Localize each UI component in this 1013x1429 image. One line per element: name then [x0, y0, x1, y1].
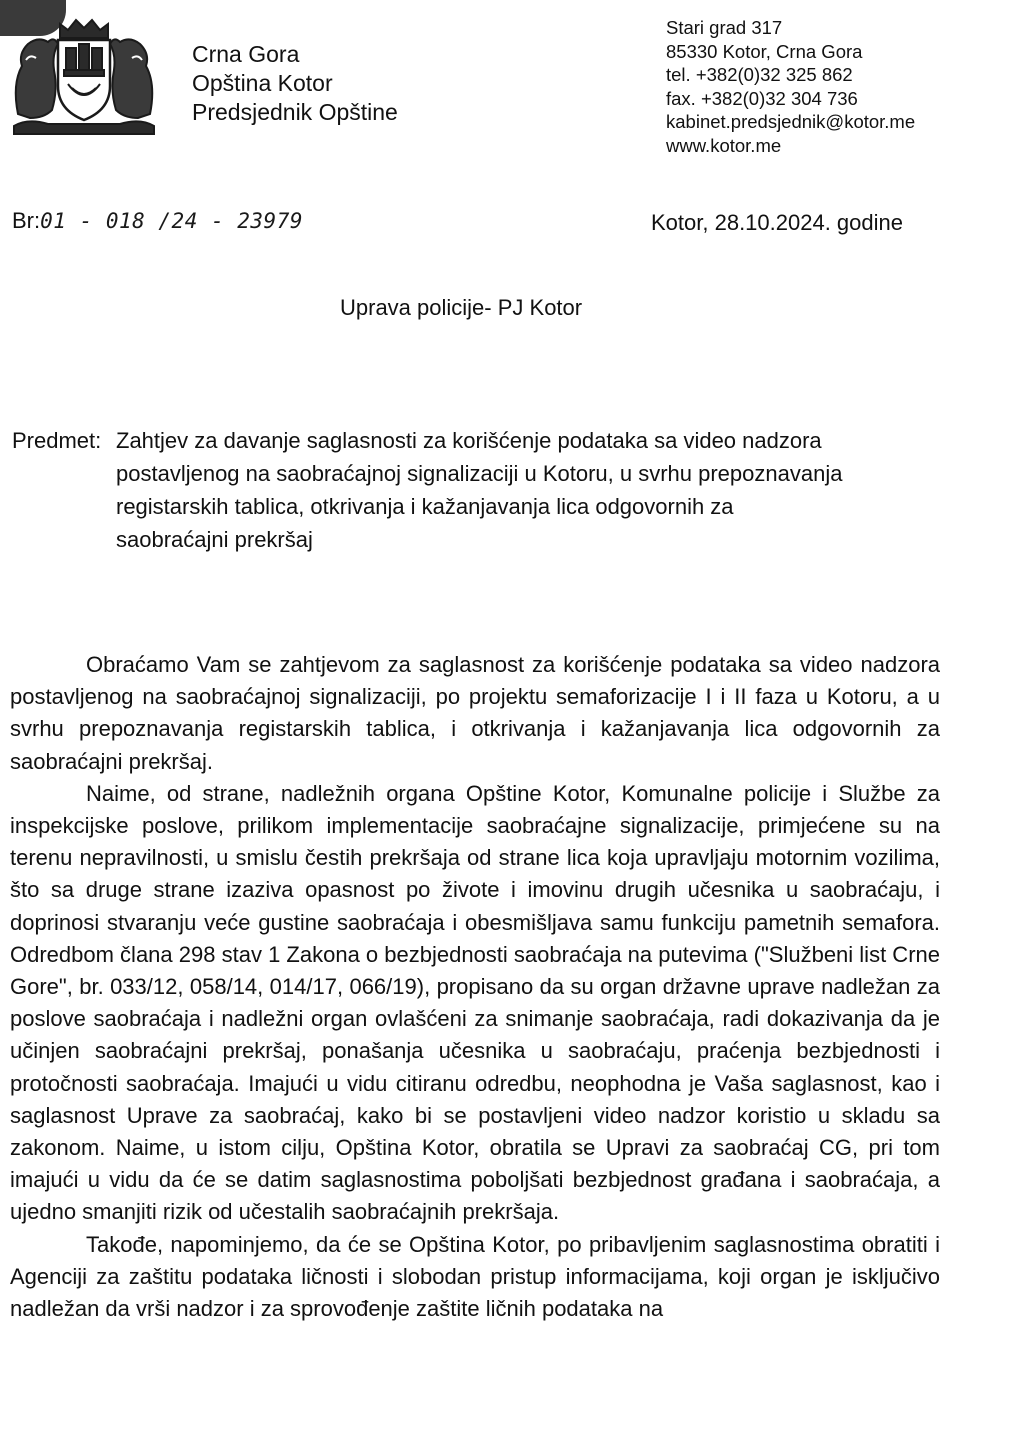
subject-label: Predmet: — [12, 428, 102, 453]
body-paragraph: Obraćamo Vam se zahtjevom za saglasnost za korišćenje podataka sa video nadzora postavljenog na saobraćajnoj signalizaciji, po projektu semaforizacije I i II faza u Kotoru, a u svrhu prepoznavanja registarskih tablica, i otkrivanja i kažanjavanja lica odgovornih za saobraćajni prekršaj. — [10, 652, 940, 774]
subject-line: saobraćajni prekršaj — [116, 527, 313, 552]
letter-date: Kotor, 28.10.2024. godine — [651, 210, 903, 235]
letter-body — [10, 649, 940, 1325]
contact-block — [666, 16, 915, 158]
org-office: Predsjednik Opštine — [192, 99, 398, 125]
contact-email: kabinet.predsjednik@kotor.me — [666, 111, 916, 133]
contact-website: www.kotor.me — [666, 134, 782, 156]
organization-block — [192, 40, 398, 127]
org-country: Crna Gora — [192, 41, 300, 67]
contact-phone: tel. +382(0)32 325 862 — [666, 64, 853, 86]
recipient: Uprava policije- PJ Kotor — [340, 295, 583, 320]
body-paragraph: Naime, od strane, nadležnih organa Opštine Kotor, Komunalne policije i Službe za inspekcijske poslove, prilikom implementacije saobraćajne signalizacije, primjećene su na terenu nepravilnosti, u smislu čestih prekršaja od strane lica koja upravljaju motornim vozilima, što sa druge strane izaziva opasnost po živote i imovinu drugih učesnika u saobraćaju, i doprinosi stvaranju veće gustine saobraćaja i obesmišljava samu funkciju pametnih semafora. Odredbom člana 298 stav 1 Zakona o bezbjednosti saobraćaja na putevima ("Službeni list Crne Gore", br. 033/12, 058/14, 014/17, 066/19), propisano da su organ državne uprave nadležan za poslove saobraćaja i nadležni organ ovlašćeni za snimanje saobraćaja, radi dokazivanja da je učinjen saobraćajni prekršaj, ponašanja učesnika u saobraćaju, praćenja bezbjednosti i protočnosti saobraćaja. Imajući u vidu citiranu odredbu, neophodna je Vaša saglasnost, kao i saglasnost Uprave za saobraćaj, kako bi se postavljeni video nadzor koristio u skladu sa zakonom. Naime, u istom cilju, Opština Kotor, obratila se Upravi za saobraćaj CG, pri tom imajući u vidu da će se datim saglasnostima poboljšati bezbjednost građana i saobraćaja, a ujedno smanjiti rizik od učestalih saobraćajnih prekršaja. — [10, 780, 940, 1225]
org-municipality: Opština Kotor — [192, 70, 333, 96]
reference-label: Br: — [12, 208, 41, 233]
subject-line: registarskih tablica, otkrivanja i kažanjavanja lica odgovornih za — [116, 494, 734, 519]
body-paragraph: Takođe, napominjemo, da će se Opština Kotor, po pribavljenim saglasnostima obratiti i Agenciji za zaštitu podataka ličnosti i slobodan pristup informacijama, koji organ je isključivo nadležan da vrši nadzor i za sprovođenje zaštite ličnih podataka na — [10, 1231, 940, 1322]
municipal-coat-of-arms-icon — [8, 14, 160, 136]
subject-line: postavljenog na saobraćajnoj signalizaciji u Kotoru, u svrhu prepoznavanja — [116, 461, 843, 486]
contact-city: 85330 Kotor, Crna Gora — [666, 40, 863, 62]
reference-number — [12, 208, 303, 234]
contact-address: Stari grad 317 — [666, 17, 783, 38]
contact-fax: fax. +382(0)32 304 736 — [666, 87, 858, 109]
subject-text — [116, 424, 936, 556]
reference-handwritten-number: 01 - 018 /24 - 23979 — [40, 209, 303, 233]
subject-line: Zahtjev za davanje saglasnosti za korišćenje podataka sa video nadzora — [116, 428, 822, 453]
